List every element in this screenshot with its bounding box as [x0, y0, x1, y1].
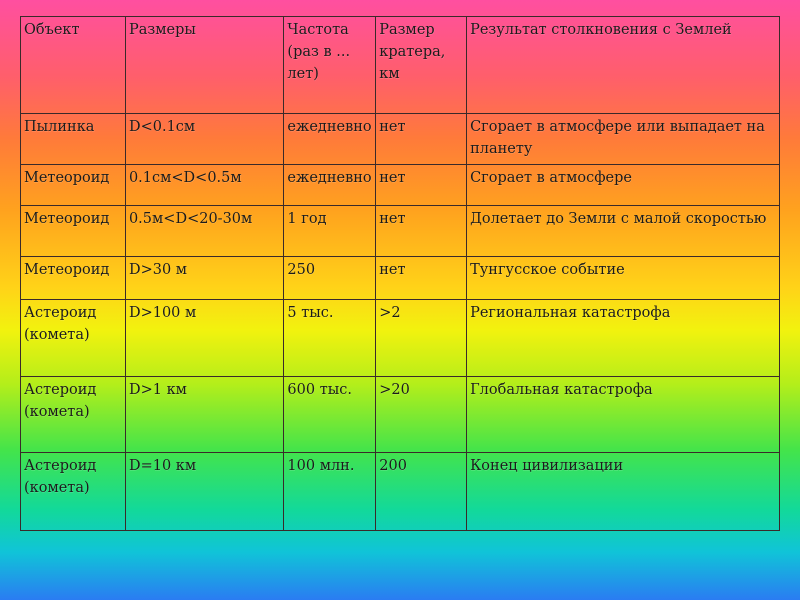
header-object: Объект	[21, 17, 126, 114]
impact-table	[20, 16, 780, 531]
cell-object: Пылинка	[21, 114, 126, 165]
cell-crater-size: 200	[376, 453, 467, 531]
table-row	[21, 377, 780, 453]
cell-size: 0.1см<D<0.5м	[125, 165, 283, 206]
cell-size: D=10 км	[125, 453, 283, 531]
cell-size: D<0.1см	[125, 114, 283, 165]
cell-frequency: ежедневно	[284, 165, 376, 206]
cell-object: Метеороид	[21, 206, 126, 257]
cell-crater-size: нет	[376, 206, 467, 257]
cell-collision-result: Глобальная катастрофа	[467, 377, 780, 453]
cell-frequency: 100 млн.	[284, 453, 376, 531]
table-header-row	[21, 17, 780, 114]
cell-frequency: 250	[284, 257, 376, 300]
table-row	[21, 165, 780, 206]
table-row	[21, 257, 780, 300]
header-collision-result: Результат столкновения с Землей	[467, 17, 780, 114]
table-row	[21, 300, 780, 377]
cell-size: D>100 м	[125, 300, 283, 377]
header-crater-size: Размер кратера, км	[376, 17, 467, 114]
cell-collision-result: Сгорает в атмосфере	[467, 165, 780, 206]
cell-crater-size: нет	[376, 165, 467, 206]
table-row	[21, 114, 780, 165]
cell-crater-size: >20	[376, 377, 467, 453]
cell-size: 0.5м<D<20-30м	[125, 206, 283, 257]
cell-frequency: 5 тыс.	[284, 300, 376, 377]
cell-frequency: 1 год	[284, 206, 376, 257]
cell-collision-result: Долетает до Земли с малой скоростью	[467, 206, 780, 257]
cell-object: Метеороид	[21, 165, 126, 206]
cell-collision-result: Региональная катастрофа	[467, 300, 780, 377]
cell-object: Астероид (комета)	[21, 453, 126, 531]
cell-object: Метеороид	[21, 257, 126, 300]
cell-frequency: 600 тыс.	[284, 377, 376, 453]
cell-crater-size: нет	[376, 257, 467, 300]
header-frequency: Частота (раз в ... лет)	[284, 17, 376, 114]
cell-collision-result: Сгорает в атмосфере или выпадает на планету	[467, 114, 780, 165]
cell-size: D>30 м	[125, 257, 283, 300]
table-row	[21, 206, 780, 257]
cell-object: Астероид (комета)	[21, 300, 126, 377]
header-size: Размеры	[125, 17, 283, 114]
table-row	[21, 453, 780, 531]
cell-size: D>1 км	[125, 377, 283, 453]
cell-frequency: ежедневно	[284, 114, 376, 165]
cell-collision-result: Тунгусское событие	[467, 257, 780, 300]
cell-collision-result: Конец цивилизации	[467, 453, 780, 531]
cell-object: Астероид (комета)	[21, 377, 126, 453]
cell-crater-size: >2	[376, 300, 467, 377]
cell-crater-size: нет	[376, 114, 467, 165]
